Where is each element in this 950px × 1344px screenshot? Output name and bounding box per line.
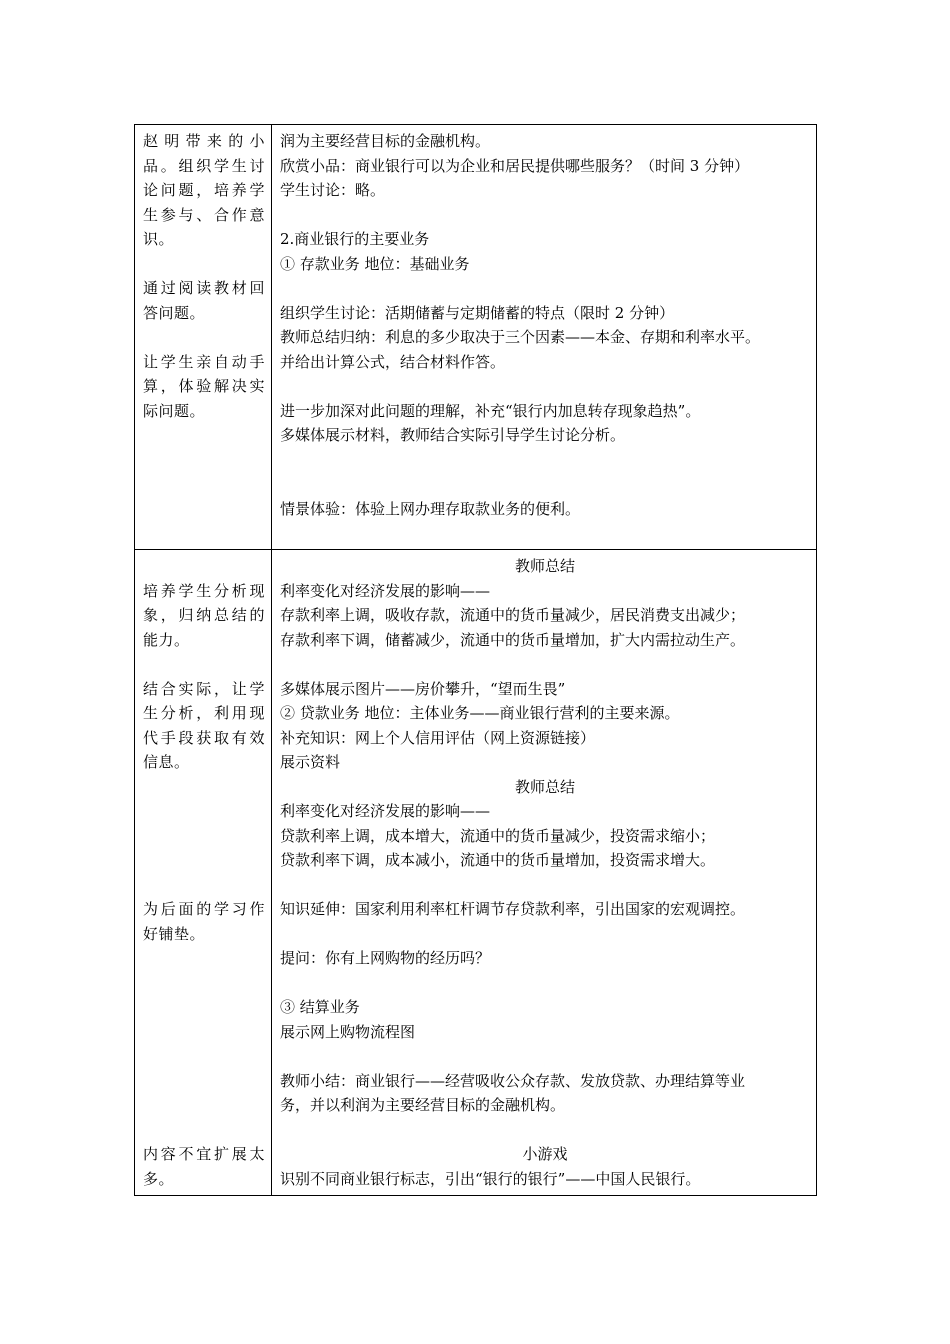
subheading: 教师总结: [514, 557, 575, 575]
lesson-plan-table: [134, 124, 817, 1196]
process-text: ③ 结算业务: [280, 998, 360, 1016]
process-text: 多媒体展示材料，教师结合实际引导学生讨论分析。: [280, 426, 626, 444]
intent-text: 让学生亲自动手: [143, 352, 265, 371]
intent-text: 好铺垫。: [143, 924, 206, 943]
process-text: 并给出计算公式，结合材料作答。: [280, 352, 506, 371]
intent-text: 生参与、合作意: [143, 205, 265, 224]
process-text: 存款利率上调，吸收存款，流通中的货币量减少，居民消费支出减少；: [280, 606, 746, 624]
process-text: 利率变化对经济发展的影响——: [280, 802, 491, 820]
process-text: 组织学生讨论：活期储蓄与定期储蓄的特点（限时 2 分钟）: [280, 303, 675, 322]
intent-text: 培养学生分析现: [143, 581, 265, 600]
intent-text: 内容不宜扩展太: [143, 1145, 265, 1163]
process-text: 知识延伸：国家利用利率杠杆调节存贷款利率，引出国家的宏观调控。: [280, 900, 746, 918]
section-heading: 2.商业银行的主要业务: [280, 230, 430, 248]
process-text: 补充知识：网上个人信用评估（网上资源链接）: [280, 728, 596, 747]
intent-text: 结合实际，让学: [143, 679, 265, 698]
process-text: 贷款利率上调，成本增大，流通中的货币量减少，投资需求缩小；: [280, 826, 716, 845]
process-text: 学生讨论：略。: [280, 181, 386, 199]
table-row: [135, 550, 817, 1196]
process-text: ① 存款业务 地位：基础业务: [280, 254, 470, 273]
process-text: 提问：你有上网购物的经历吗？: [280, 949, 491, 967]
table-row: [135, 125, 817, 550]
intent-text: 通过阅读教材回: [143, 279, 265, 297]
process-text: 存款利率下调，储蓄减少，流通中的货币量增加，扩大内需拉动生产。: [280, 630, 746, 649]
process-text: 欣赏小品：商业银行可以为企业和居民提供哪些服务？（时间 3 分钟）: [280, 156, 750, 175]
teaching-process-cell: [272, 550, 817, 1196]
process-text: 润为主要经营目标的金融机构。: [280, 132, 491, 150]
process-text: 贷款利率下调，成本减小，流通中的货币量增加，投资需求增大。: [280, 851, 716, 869]
subheading: 教师总结: [514, 777, 575, 796]
process-text: 利率变化对经济发展的影响——: [280, 581, 491, 600]
intent-text: 论问题，培养学: [143, 181, 265, 199]
intent-text: 品。组织学生讨: [143, 156, 265, 175]
process-text: 进一步加深对此问题的理解，补充“银行内加息转存现象趋热”。: [280, 401, 701, 420]
intent-text: 多。: [143, 1169, 175, 1188]
intent-text: 识。: [143, 230, 175, 248]
process-text: 教师小结：商业银行——经营吸收公众存款、发放贷款、办理结算等业: [280, 1071, 746, 1090]
design-intent-cell: [135, 550, 272, 1196]
subheading: 小游戏: [522, 1145, 568, 1163]
intent-text: 代手段获取有效: [143, 728, 265, 747]
process-text: 展示资料: [280, 753, 341, 771]
intent-text: 能力。: [143, 630, 190, 649]
intent-text: 赵 明 带 来 的 小: [143, 132, 265, 150]
process-text: 识别不同商业银行标志，引出“银行的银行”——中国人民银行。: [280, 1169, 701, 1188]
intent-text: 际问题。: [143, 401, 206, 420]
intent-text: 答问题。: [143, 303, 206, 322]
intent-text: 象，归纳总结的: [143, 606, 265, 624]
intent-text: 信息。: [143, 753, 190, 771]
process-text: ② 贷款业务 地位：主体业务——商业银行营利的主要来源。: [280, 704, 680, 722]
design-intent-cell: [135, 125, 272, 550]
intent-text: 算，体验解决实: [143, 377, 265, 395]
process-text: 情景体验：体验上网办理存取款业务的便利。: [280, 499, 581, 518]
process-text: 务，并以利润为主要经营目标的金融机构。: [280, 1096, 566, 1114]
process-text: 教师总结归纳：利息的多少取决于三个因素——本金、存期和利率水平。: [280, 328, 761, 346]
intent-text: 生分析，利用现: [143, 704, 265, 722]
process-text: 展示网上购物流程图: [280, 1022, 416, 1041]
intent-text: 为后面的学习作: [143, 900, 265, 918]
teaching-process-cell: [272, 125, 817, 550]
process-text: 多媒体展示图片——房价攀升，“望而生畏”: [280, 679, 566, 698]
